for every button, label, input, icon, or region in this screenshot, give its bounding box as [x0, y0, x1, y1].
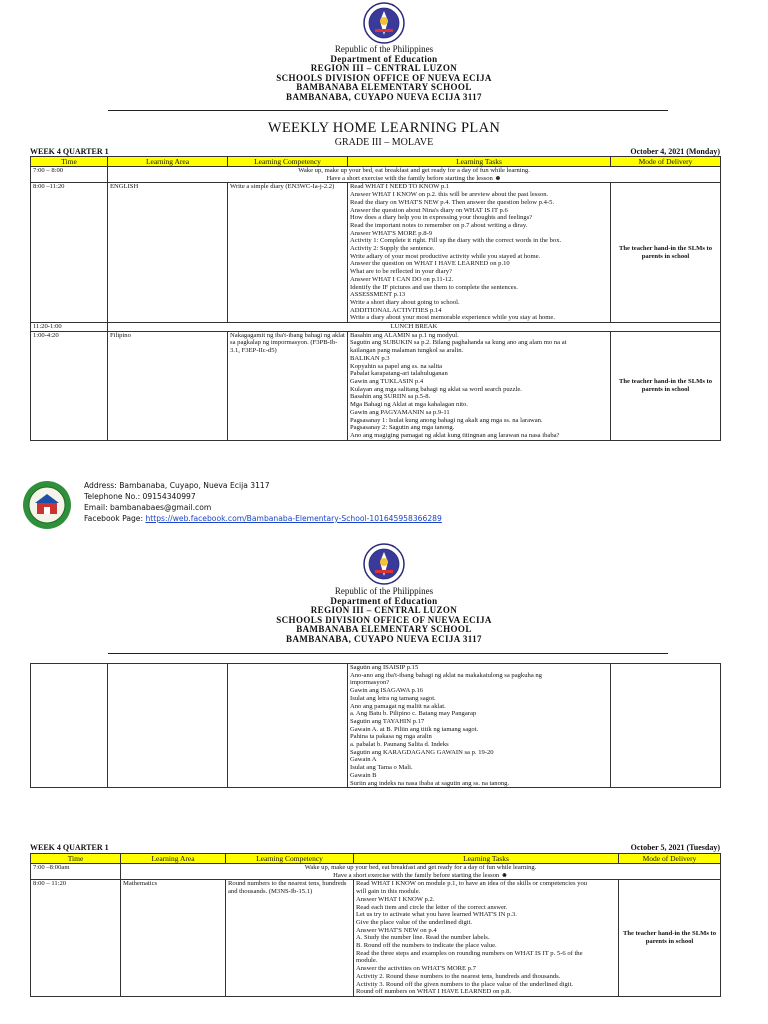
deped-seal-icon: [363, 543, 405, 585]
task-line: Gawain A: [350, 756, 377, 764]
task-line: What are to be reflected in your diary?: [350, 268, 452, 276]
task-line: Isulat ang letra ng tamang sagot.: [350, 694, 436, 702]
republic-text: Republic of the Philippines: [334, 586, 434, 596]
table-row: [31, 331, 721, 440]
task-line: Sagutin ang SUBUKIN sa p.2. Bilang paghahanda sa kung ano ang alam mo na at: [350, 339, 567, 347]
task-line: Gawain B: [350, 771, 377, 779]
page-2: [0, 540, 768, 1024]
empty-area-cell: [108, 664, 228, 788]
tasks-cell: [348, 664, 611, 788]
facebook-link[interactable]: https://web.facebook.com/Bambanaba-Elementary-School-101645958366289: [145, 514, 442, 523]
task-line: kailangan pang malaman tungkol sa aralin.: [350, 347, 464, 355]
task-line: Sagutin ang KARAGDAGANG GAWAIN sa p. 19-20: [350, 748, 494, 756]
table-row: [31, 864, 721, 880]
task-line: Activity 2. Round these numbers to the nearest tens, hundreds and thousands.: [356, 972, 561, 980]
task-line: Answer WHAT I CAN DO on p.11-12.: [350, 275, 454, 283]
col-area: Learning Area: [121, 854, 226, 864]
lunch-break-cell: LUNCH BREAK: [108, 323, 721, 332]
week-line: [30, 147, 720, 156]
delivery-cell: The teacher hand-in the SLMs to parents in school: [611, 331, 721, 440]
department-text: Department of Education: [330, 595, 438, 606]
competency-cell: Round numbers to the nearest tens, hundreds and thousands. (M3NS-Ib-15.1): [226, 880, 354, 997]
task-line: Answer WHAT'S MORE p.8-9: [350, 229, 433, 237]
task-line: Write a short diary about going to school.: [350, 298, 460, 306]
department-text: Department of Education: [330, 53, 438, 64]
task-line: Answer WHAT'S NEW on p.4: [356, 926, 437, 934]
school-footer: [22, 480, 762, 530]
task-line: Read the three steps and examples on rounding numbers on WHAT IS IT p. 5-6 of the: [356, 949, 583, 957]
col-time: Time: [31, 854, 121, 864]
task-line: Let us try to activate what you have learned WHAT'S IN p.3.: [356, 911, 517, 919]
contact-info: [84, 480, 442, 524]
area-cell: ENGLISH: [108, 183, 228, 323]
task-line: Gawin ang TUKLASIN p.4: [350, 377, 424, 385]
deped-seal-icon: [363, 2, 405, 44]
plan-table-continuation: [30, 663, 721, 788]
task-line: ADDITIONAL ACTIVITIES p.14: [350, 306, 442, 314]
delivery-cell: The teacher hand-in the SLMs to parents in school: [619, 880, 721, 997]
republic-text: Republic of the Philippines: [334, 44, 434, 54]
task-line: Activity 3. Round off the given numbers to the place value of the underlined digit.: [356, 980, 574, 988]
division-text: SCHOOLS DIVISION OFFICE OF NUEVA ECIJA: [276, 72, 492, 83]
task-line: Answer WHAT I KNOW on p.2. this will be areview about the past lesson.: [350, 191, 549, 199]
region-text: REGION III – CENTRAL LUZON: [310, 605, 458, 615]
plan-table-day1: [30, 156, 721, 441]
week-line: [30, 843, 720, 852]
task-line: Kopyahin sa papel ang ss. na salita: [350, 362, 443, 370]
region-text: REGION III – CENTRAL LUZON: [310, 63, 458, 73]
school-logo-icon: [22, 480, 72, 530]
task-line: Read WHAT I KNOW on module p.1, to have an idea of the skills or competencies you: [356, 880, 588, 888]
address-text: Address: Bambanaba, Cuyapo, Nueva Ecija 3117: [84, 481, 270, 490]
tasks-cell: [348, 183, 611, 323]
lunch-row: [31, 323, 721, 332]
week-label: WEEK 4 QUARTER 1: [30, 147, 109, 156]
date-label: October 4, 2021 (Monday): [630, 147, 720, 156]
task-line: Gawin ang PAGYAMANIN sa p.9-11: [350, 408, 450, 416]
col-tasks: Learning Tasks: [354, 854, 619, 864]
delivery-cell: The teacher hand-in the SLMs to parents in school: [611, 183, 721, 323]
plan-table-day2: [30, 853, 721, 997]
task-line: Suriin ang indeks na nasa ibaba at sagutin ang ss. na tanong.: [350, 779, 510, 787]
school-address-text: BAMBANABA, CUYAPO NUEVA ECIJA 3117: [286, 633, 482, 644]
task-line: A. Study the number line. Read the number labels.: [356, 934, 490, 942]
morning-task-line: Have a short exercise with the family before starting the lesson ☻: [333, 871, 508, 879]
table-header-row: [31, 157, 721, 167]
task-line: Write adiary of your most productive activity while you stayed at home.: [350, 252, 541, 260]
morning-task-line: Have a short exercise with the family before starting the lesson ☻: [326, 174, 502, 182]
area-cell: Mathematics: [121, 880, 226, 997]
task-line: Sagutin ang TAYAHIN p.17: [350, 717, 425, 725]
time-cell: 11:20-1:00: [31, 323, 108, 332]
time-cell: 1:00-4:20: [31, 331, 108, 440]
empty-competency-cell: [228, 664, 348, 788]
morning-task-cell: [108, 167, 721, 183]
task-line: Isulat ang Tama o Mali.: [350, 764, 413, 772]
task-line: Read the diary on WHAT'S NEW p.4. Then answer the question below p.4-5.: [350, 198, 555, 206]
task-line: Activity 1: Complete it right. Fill up the diary with the correct words in the box.: [350, 237, 562, 245]
competency-cell: Write a simple diary (EN3WC-Ia-j-2.2): [228, 183, 348, 323]
col-competency: Learning Competency: [228, 157, 348, 167]
week-label: WEEK 4 QUARTER 1: [30, 843, 109, 852]
task-line: How does a diary help you in expressing your thoughts and feelings?: [350, 214, 533, 222]
col-time: Time: [31, 157, 108, 167]
empty-time-cell: [31, 664, 108, 788]
col-delivery: Mode of Delivery: [611, 157, 721, 167]
task-line: Basahin ang ALAMIN sa p.1 ng modyul.: [350, 331, 459, 339]
task-line: Ano ang magiging pamagat ng aklat kung titingnan ang larawan na nasa ibaba?: [350, 431, 560, 439]
task-line: ASSESSMENT p.13: [350, 291, 406, 299]
col-tasks: Learning Tasks: [348, 157, 611, 167]
task-line: a. pabalat b. Paunang Salita d. Indeks: [350, 741, 449, 749]
time-cell: 8:00 – 11:20: [31, 880, 121, 997]
task-line: Gawain A. at B. Piliin ang titik ng tamang sagot.: [350, 725, 479, 733]
task-line: Pahina ta pakasa ng mga aralin: [350, 733, 432, 741]
table-row: [31, 664, 721, 788]
task-line: Give the place value of the underlined digit.: [356, 918, 473, 926]
facebook-line: [84, 513, 442, 524]
school-text: BAMBANABA ELEMENTARY SCHOOL: [296, 82, 472, 92]
plan-title: WEEKLY HOME LEARNING PLAN: [267, 120, 501, 136]
morning-task-cell: [121, 864, 721, 880]
task-line: B. Round off the numbers to indicate the place value.: [356, 942, 497, 950]
col-delivery: Mode of Delivery: [619, 854, 721, 864]
task-line: Ano-ano ang iba't-ibang bahagi ng aklat na makakatulong sa pagkuha ng: [350, 671, 542, 679]
telephone-text: Telephone No.: 09154340997: [84, 492, 196, 501]
task-line: impormasyon?: [350, 679, 390, 687]
col-competency: Learning Competency: [226, 854, 354, 864]
area-cell: Filipino: [108, 331, 228, 440]
table-row: [31, 880, 721, 997]
task-line: Pagsasanay 1: Isulat kung anong bahagi ng akalt ang mga ss. na larawan.: [350, 416, 543, 424]
header-divider: [108, 653, 668, 654]
task-line: Kulayan ang mga salitang bahagi ng aklat sa word search puzzle.: [350, 385, 522, 393]
morning-task-line: Wake up, make up your bed, eat breakfast and get ready for a day of fun while learning.: [298, 167, 530, 174]
task-line: a. Ang Batu b. Pilipino c. Batang may Pangarap: [350, 710, 477, 718]
time-cell: 7:00 – 8:00: [31, 167, 108, 183]
col-area: Learning Area: [108, 157, 228, 167]
task-line: Pagsasanay 2: Sagutin ang mga tanong.: [350, 424, 455, 432]
task-line: Answer WHAT I KNOW p.2.: [356, 895, 435, 903]
task-line: Read the important notes to remember on p.7 about writing a diray.: [350, 221, 528, 229]
table-row: [31, 167, 721, 183]
task-line: Activity 2: Supply the sentence.: [350, 245, 435, 253]
task-line: Gawin ang ISAGAWA p.16: [350, 687, 424, 695]
tasks-cell: [348, 331, 611, 440]
tasks-cell: [354, 880, 619, 997]
task-line: Read WHAT I NEED TO KNOW p.1: [350, 183, 450, 191]
school-address-text: BAMBANABA, CUYAPO NUEVA ECIJA 3117: [286, 91, 482, 102]
header-divider: [108, 110, 668, 111]
task-line: Read each item and circle the letter of the correct answer.: [356, 903, 508, 911]
task-line: BALIKAN p.3: [350, 354, 390, 362]
table-row: [31, 183, 721, 323]
time-cell: 7:00 –8:00am: [31, 864, 121, 880]
email-text: Email: bambanabaes@gmail.com: [84, 503, 212, 512]
letterhead: [0, 587, 768, 644]
empty-delivery-cell: [611, 664, 721, 788]
task-line: Round off numbers on WHAT I HAVE LEARNED on p.8.: [356, 988, 512, 996]
morning-task-line: Wake up, make up your bed, eat breakfast and get ready for a day of fun while learning.: [304, 864, 537, 871]
table-header-row: [31, 854, 721, 864]
competency-cell: Nakagagamit ng iba't-ibang bahagi ng aklat sa pagkalap ng impormasyon. (F3PB-Ib-3.1, F3EP-IIc-d5): [228, 331, 348, 440]
task-line: Basahin ang SURIIN sa p.5-8.: [350, 393, 431, 401]
division-text: SCHOOLS DIVISION OFFICE OF NUEVA ECIJA: [276, 614, 492, 625]
task-line: Write a diary about your most memorable experience while you stay at home.: [350, 314, 555, 322]
task-line: Answer the activities on WHAT'S MORE p.7: [356, 965, 476, 973]
task-line: Identify the IF pictures and use them to complete the sentences.: [350, 283, 518, 291]
task-line: Mga Bahagi ng Aklat at mga kahalagan nito.: [350, 401, 468, 409]
grade-label: GRADE III – MOLAVE: [334, 137, 434, 148]
task-line: Ano ang pamagat ng maliit na aklat.: [350, 702, 446, 710]
task-line: Answer the question about Nina's diary on WHAT IS IT p.6: [350, 206, 508, 214]
letterhead: [0, 45, 768, 102]
time-cell: 8:00 –11:20: [31, 183, 108, 323]
task-line: Answer the question on WHAT I HAVE LEARNED on p.10: [350, 260, 510, 268]
task-line: Pabalat karapatang-ari talahuluganan: [350, 370, 448, 378]
task-line: will gain in this module.: [356, 888, 421, 896]
date-label: October 5, 2021 (Tuesday): [630, 843, 720, 852]
school-text: BAMBANABA ELEMENTARY SCHOOL: [296, 624, 472, 634]
facebook-label: Facebook Page:: [84, 514, 144, 523]
task-line: module.: [356, 957, 378, 965]
task-line: Sagutin ang ISAISIP p.15: [350, 664, 419, 671]
